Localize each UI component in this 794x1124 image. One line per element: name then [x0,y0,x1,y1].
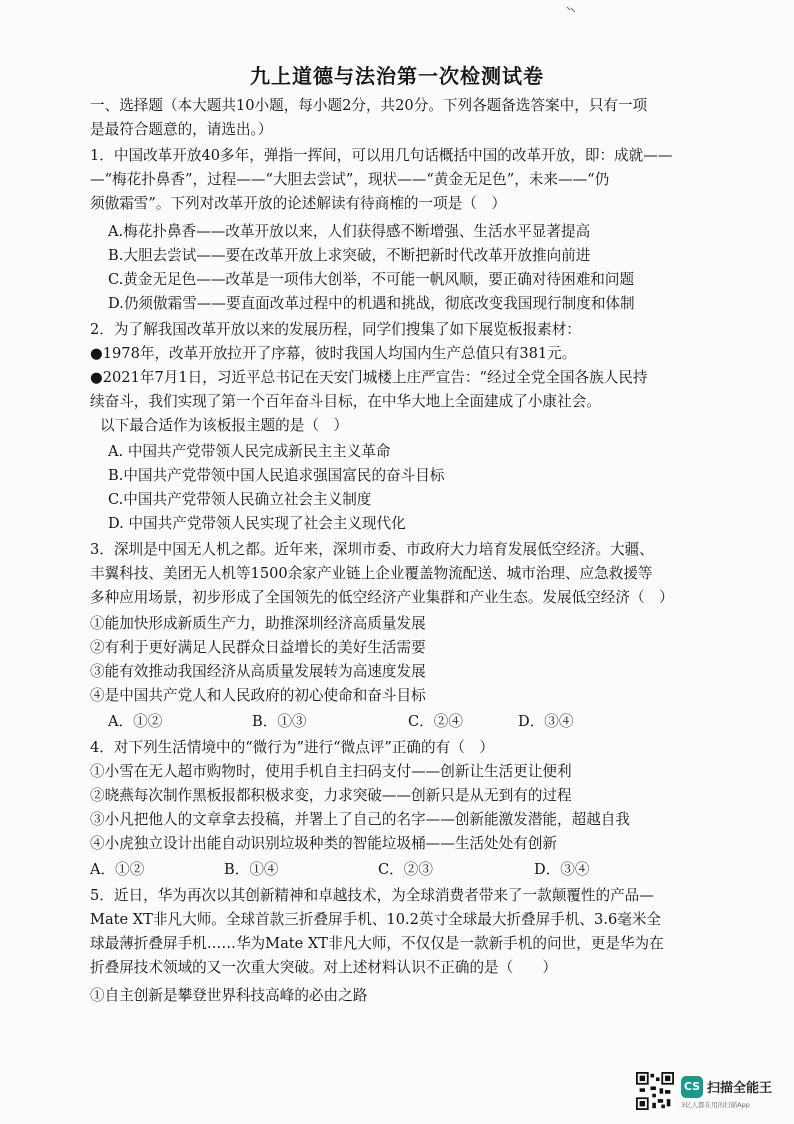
camscanner-tagline: 3亿人都在用的扫描App [681,1101,750,1109]
q1-option-b: B.大胆去尝试——要在改革开放上求突破，不断把新时代改革开放推向前进 [108,247,591,264]
q3-choice-b: B．①③ [252,713,307,730]
q4-stem: 4．对下列生活情境中的“微行为”进行“微点评”正确的有（ ） [90,739,494,756]
q3-choice-c: C．②④ [408,713,463,730]
q3-item-4: ④是中国共产党人和人民政府的初心使命和奋斗目标 [90,687,426,704]
q4-choice-a: A．①② [90,861,145,878]
q1-option-d: D.仍须傲霜雪——要直面改革过程中的机遇和挑战，彻底改变我国现行制度和体制 [108,295,635,312]
q3-stem-line-2: 丰翼科技、美团无人机等1500余家产业链上企业覆盖物流配送、城市治理、应急救援等 [90,565,653,582]
q3-choice-d: D．③④ [518,713,574,730]
q4-item-1: ①小雪在无人超市购物时，使用手机自主扫码支付——创新让生活更让便利 [90,763,572,780]
q2-option-a: A. 中国共产党带领人民完成新民主主义革命 [108,443,391,460]
q3-item-3: ③能有效推动我国经济从高质量发展转为高速度发展 [90,663,426,680]
q2-material-2-line-1: ●2021年7月1日，习近平总书记在天安门城楼上庄严宣告：“经过全党全国各族人民持 [90,369,648,386]
q4-item-4: ④小虎独立设计出能自动识别垃圾种类的智能垃圾桶——生活处处有创新 [90,835,558,852]
q1-stem-line-2: —“梅花扑鼻香”，过程——“大胆去尝试”，现状——“黄金无足色”，未来——“仍 [90,171,610,188]
q1-option-a: A.梅花扑鼻香——改革开放以来，人们获得感不断增强、生活水平显著提高 [108,223,591,240]
scan-artifact-mark [566,6,576,14]
q2-material-2-line-2: 续奋斗，我们实现了第一个百年奋斗目标，在中华大地上全面建成了小康社会。 [90,393,601,410]
q3-stem-line-1: 3．深圳是中国无人机之都。近年来，深圳市委、市政府大力培育发展低空经济。大疆、 [90,541,654,558]
q4-choice-d: D．③④ [534,861,590,878]
q4-item-3: ③小凡把他人的文章拿去投稿，并署上了自己的名字——创新能激发潜能，超越自我 [90,811,630,828]
camscanner-brand-name: 扫描全能王 [707,1081,773,1096]
q5-stem-line-1: 5．近日，华为再次以其创新精神和卓越技术，为全球消费者带来了一款颠覆性的产品— [90,887,654,904]
q2-option-c: C.中国共产党带领人民确立社会主义制度 [108,491,372,508]
q2-option-b: B.中国共产党带领中国人民追求强国富民的奋斗目标 [108,467,445,484]
section-intro-line-1: 一、选择题（本大题共10小题，每小题2分，共20分。下列各题备选答案中，只有一项 [90,97,648,114]
q5-item-1: ①自主创新是攀登世界科技高峰的必由之路 [90,987,368,1004]
camscanner-logo-icon: CS [681,1076,703,1098]
q5-stem-line-3: 球最薄折叠屏手机……华为Mate XT非凡大师，不仅仅是一款新手机的问世，更是华为在 [90,935,664,952]
q3-choices [108,712,720,732]
q3-item-2: ②有利于更好满足人民群众日益增长的美好生活需要 [90,639,426,656]
q2-material-1: ●1978年，改革开放拉开了序幕，彼时我国人均国内生产总值只有381元。 [90,345,577,362]
q1-option-c: C.黄金无足色——改革是一项伟大创举，不可能一帆风顺，要正确对待困难和问题 [108,271,635,288]
qr-code-icon [636,1072,674,1110]
page-title: 九上道德与法治第一次检测试卷 [250,64,544,88]
q2-question: 以下最合适作为该板报主题的是（ ） [100,417,349,434]
q4-item-2: ②晓燕每次制作黑板报都积极求变，力求突破——创新只是从无到有的过程 [90,787,572,804]
q3-stem-line-3: 多种应用场景，初步形成了全国领先的低空经济产业集群和产业生态。发展低空经济（ ） [90,589,674,606]
q1-stem-line-1: 1．中国改革开放40多年，弹指一挥间，可以用几句话概括中国的改革开放，即：成就—— [90,147,673,164]
q1-stem-line-3: 须傲霜雪”。下列对改革开放的论述解读有待商榷的一项是（ ） [90,195,507,212]
q5-stem-line-4: 折叠屏技术领域的又一次重大突破。对上述材料认识不正确的是（ ） [90,959,558,976]
q3-item-1: ①能加快形成新质生产力，助推深圳经济高质量发展 [90,615,426,632]
q2-stem-line-1: 2．为了解我国改革开放以来的发展历程，同学们搜集了如下展览板报素材： [90,321,581,338]
q5-stem-line-2: Mate XT非凡大师。全球首款三折叠屏手机、10.2英寸全球最大折叠屏手机、3.6毫米全 [90,911,662,928]
section-intro-line-2: 是最符合题意的，请选出。） [90,121,273,138]
q4-choice-c: C．②③ [378,861,433,878]
q4-choices [90,860,720,880]
q3-choice-a: A．①② [108,713,163,730]
q4-choice-b: B．①④ [224,861,279,878]
q2-option-d: D. 中国共产党带领人民实现了社会主义现代化 [108,515,406,532]
